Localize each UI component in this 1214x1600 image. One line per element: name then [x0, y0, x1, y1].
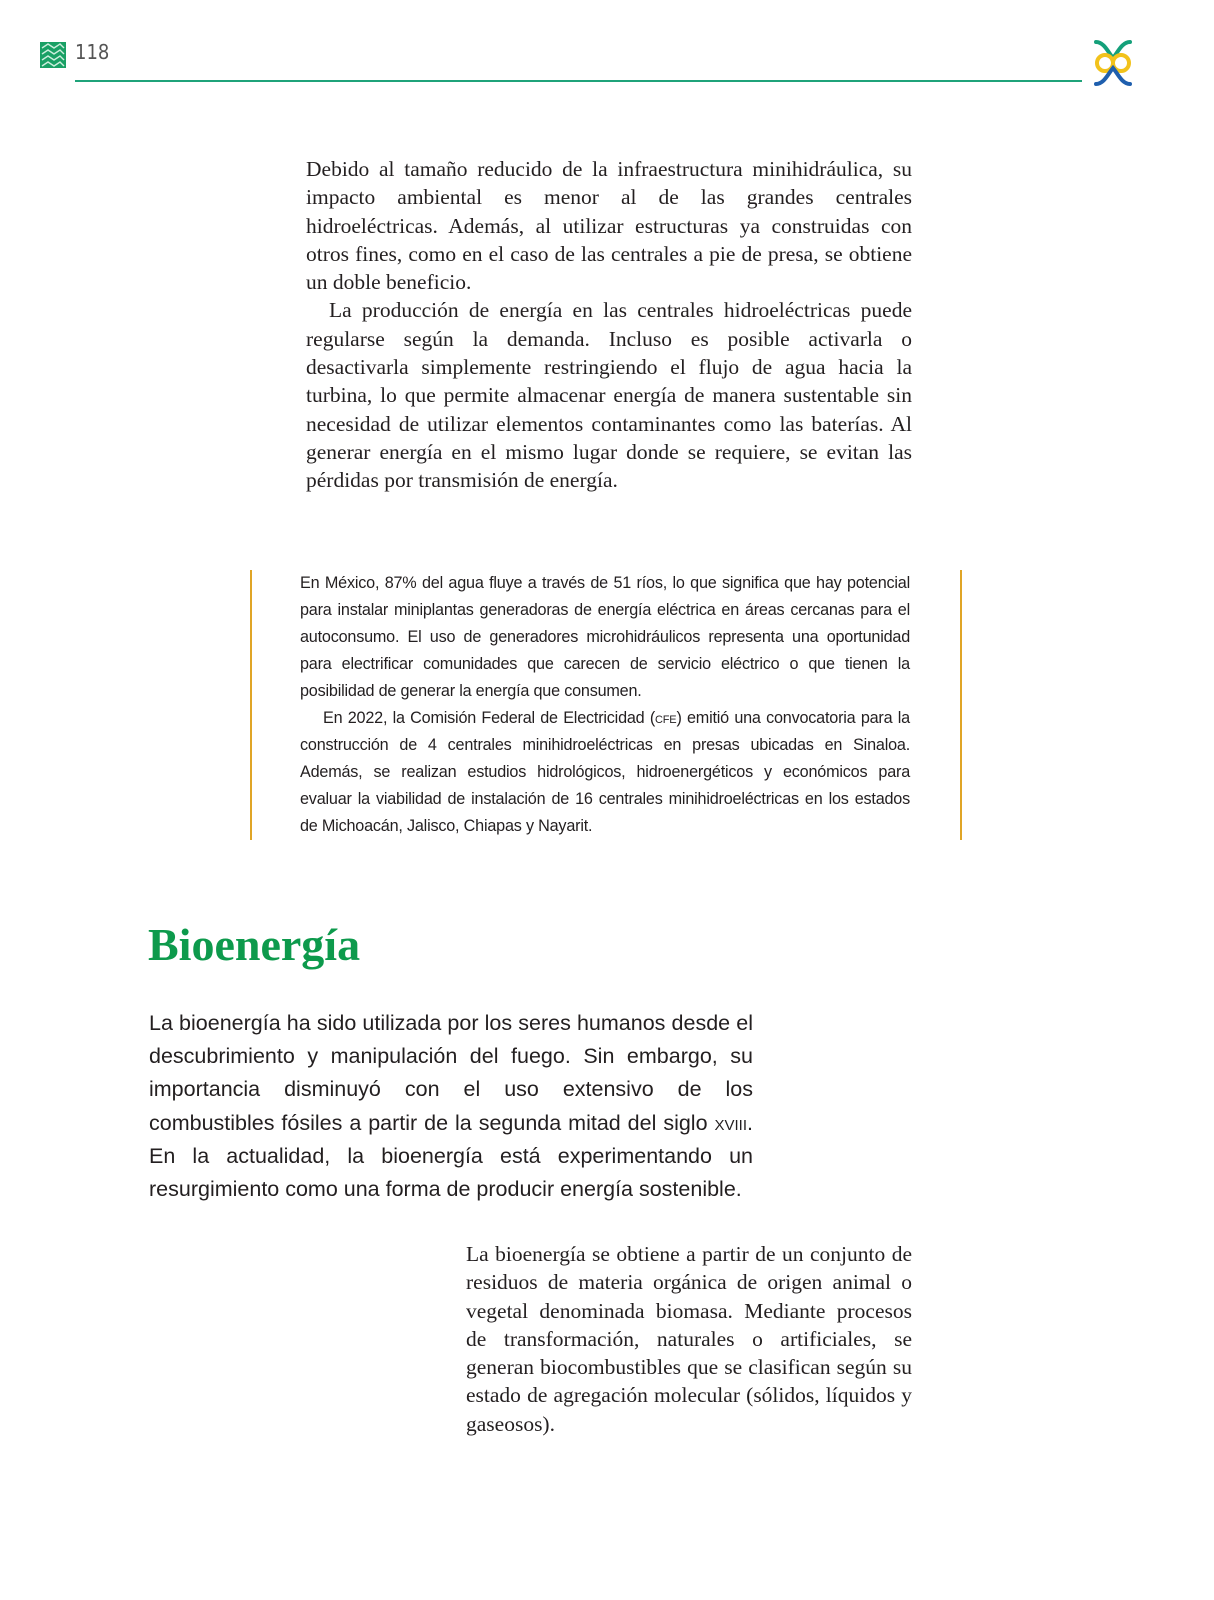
info-box-right-bar: [960, 570, 962, 840]
intro-paragraph-1: Debido al tamaño reducido de la infraestructura minihidráulica, su impacto ambiental es menor al de las grandes centrales hidroeléctricas. Además, al utilizar estructuras ya construidas con otros fines, como en el caso de las centrales a pie de presa, se obtiene un doble beneficio.: [306, 157, 912, 295]
intro-paragraph-2: La producción de energía en las centrales hidroeléctricas puede regularse según la demanda. Incluso es posible activarla o desactivarla simplemente restringiendo el flujo de agua hacia la turbina, lo que permite almacenar energía de manera sustentable sin necesidad de utilizar elementos contaminantes como las baterías. Al generar energía en el mismo lugar donde se requiere, se evitan las pérdidas por transmisión de energía.: [306, 298, 912, 493]
info-box-text: [300, 570, 910, 840]
bioenergy-text: [466, 1240, 912, 1438]
info-box-paragraph-2-start: En 2022, la Comisión Federal de Electricidad (: [323, 709, 656, 727]
section-lead: [149, 1007, 753, 1206]
info-box-paragraph-2-end: ) emitió una convocatoria para la construcción de 4 centrales minihidroeléctricas en presas ubicadas en Sinaloa. Además, se realizan estudios hidrológicos, hidroenergéticos y económicos para evaluar la viabilidad de instalación de 16 centrales minihidroeléctricas en los estados de Michoacán, Jalisco, Chiapas y Nayarit.: [300, 709, 910, 835]
cfe-abbreviation: cfe: [655, 709, 677, 727]
page-header: [0, 0, 1214, 100]
bioenergy-paragraph: La bioenergía se obtiene a partir de un conjunto de residuos de materia orgánica de origen animal o vegetal denominada biomasa. Mediante procesos de transformación, naturales o artificiales, se generan biocombustibles que se clasifican según su estado de agregación molecular (sólidos, líquidos y gaseosos).: [466, 1242, 912, 1436]
green-pattern-icon: [40, 42, 66, 68]
century-numeral: xviii: [714, 1110, 748, 1135]
page-number: 118: [75, 40, 110, 64]
info-box-paragraph-1: En México, 87% del agua fluye a través de 51 ríos, lo que significa que hay potencial para instalar miniplantas generadoras de energía eléctrica en áreas cercanas para el autoconsumo. El uso de generadores microhidráulicos representa una oportunidad para electrificar comunidades que carecen de servicio eléctrico o que tienen la posibilidad de generar la energía que consumen.: [300, 574, 910, 700]
header-rule: [75, 80, 1082, 82]
blue-yellow-emblem-logo: [1090, 38, 1136, 88]
info-box-left-bar: [250, 570, 252, 840]
section-lead-start: La bioenergía ha sido utilizada por los seres humanos desde el descubrimiento y manipulación del fuego. Sin embargo, su importancia disminuyó con el uso extensivo de los combustibles fósiles a partir de la segunda mitad del siglo: [149, 1011, 753, 1135]
section-title: Bioenergía: [148, 919, 361, 970]
intro-text: [306, 155, 912, 495]
info-box: [250, 570, 962, 840]
section-lead-end: . En la actualidad, la bioenergía está experimentando un resurgimiento como una forma de producir energía sostenible.: [149, 1110, 753, 1202]
info-box-paragraph-2: [300, 705, 910, 840]
